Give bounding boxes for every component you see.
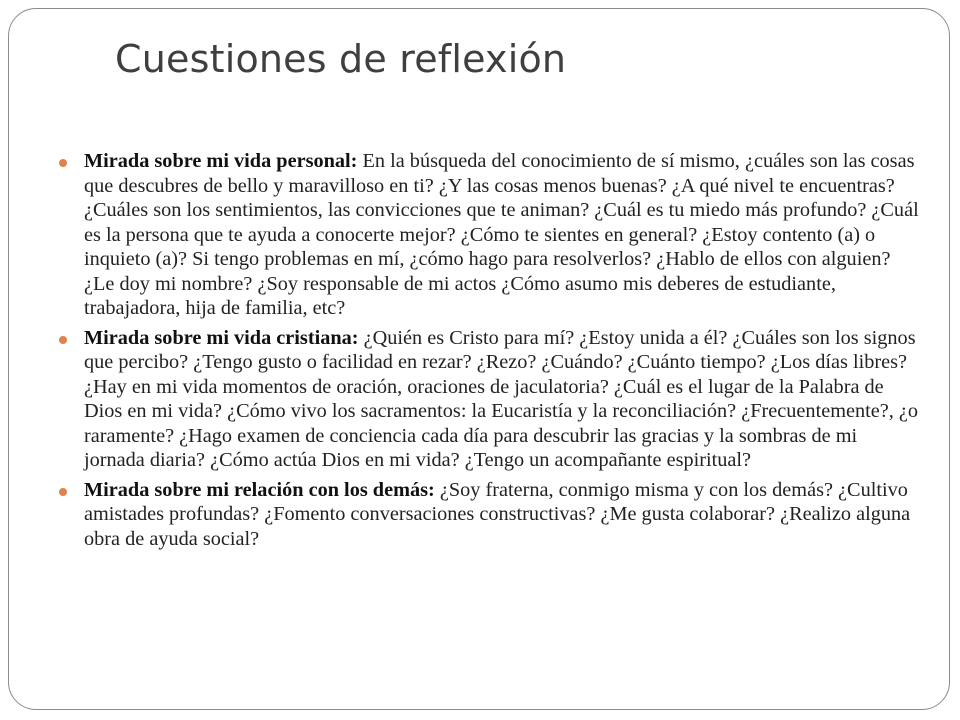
bullet-icon bbox=[59, 336, 67, 344]
slide-title: Cuestiones de reflexión bbox=[115, 37, 567, 81]
list-item bbox=[59, 478, 919, 552]
list-item bbox=[59, 149, 919, 321]
bullet-list bbox=[59, 149, 919, 556]
item-text: En la búsqueda del conocimiento de sí mismo, ¿cuáles son las cosas que descubres de bello y maravilloso en ti? ¿Y las cosas menos buenas? ¿A qué nivel te encuentras? ¿Cuáles son los sentimientos, las convicciones que te animan? ¿Cuál es tu miedo más profundo? ¿Cuál es la persona que te ayuda a conocerte mejor? ¿Cómo te sientes en general? ¿Estoy contento (a) o inquieto (a)? Si tengo problemas en mí, ¿cómo hago para resolverlos? ¿Hablo de ellos con alguien? ¿Le doy mi nombre? ¿Soy responsable de mi actos ¿Cómo asumo mis deberes de estudiante, trabajadora, hija de familia, etc? bbox=[84, 150, 919, 319]
item-heading: Mirada sobre mi vida personal: bbox=[84, 150, 358, 172]
item-heading: Mirada sobre mi relación con los demás: bbox=[84, 478, 435, 501]
bullet-icon bbox=[59, 488, 67, 496]
bullet-icon bbox=[59, 159, 67, 167]
list-item bbox=[59, 326, 919, 473]
item-text: ¿Soy fraterna, conmigo misma y con los demás? ¿Cultivo amistades profundas? ¿Fomento conversaciones constructivas? ¿Me gusta colaborar? ¿Realizo alguna obra de ayuda social? bbox=[84, 478, 911, 550]
slide-frame bbox=[8, 8, 950, 710]
item-text: ¿Quién es Cristo para mí? ¿Estoy unida a él? ¿Cuáles son los signos que percibo? ¿Tengo gusto o facilidad en rezar? ¿Rezo? ¿Cuándo? ¿Cuánto tiempo? ¿Los días libres? ¿Hay en mi vida momentos de oración, oraciones de jaculatoria? ¿Cuál es el lugar de la Palabra de Dios en mi vida? ¿Cómo vivo los sacramentos: la Eucaristía y la reconciliación? ¿Frecuentemente?, ¿o raramente? ¿Hago examen de conciencia cada día para descubrir las gracias y la sombras de mi jornada diaria? ¿Cómo actúa Dios en mi vida? ¿Tengo un acompañante espiritual? bbox=[84, 326, 919, 471]
item-heading: Mirada sobre mi vida cristiana: bbox=[84, 326, 359, 349]
